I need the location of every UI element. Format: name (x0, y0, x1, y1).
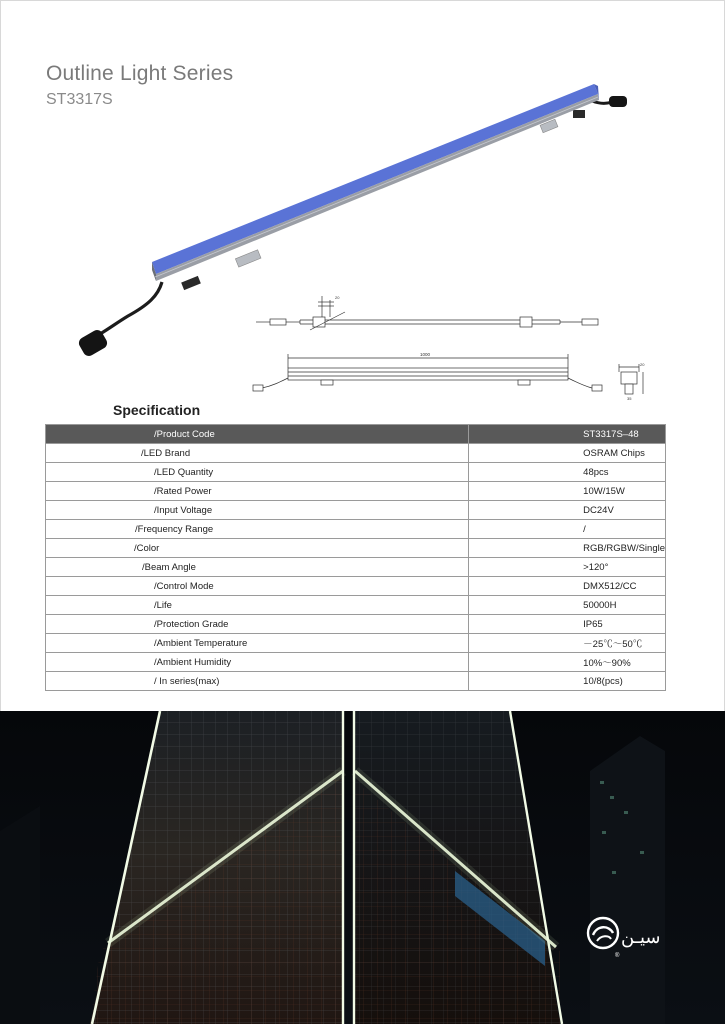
spec-value: 10%～90% (469, 653, 666, 672)
left-cable-connector (77, 282, 162, 358)
spec-value: 10/8(pcs) (469, 672, 666, 691)
spec-row (46, 672, 666, 691)
spec-value: DC24V (469, 501, 666, 520)
spec-value: >120° (469, 558, 666, 577)
spec-label: /Rated Power (46, 482, 469, 501)
svg-text:®: ® (615, 953, 620, 959)
spec-label: /Ambient Temperature (46, 634, 469, 653)
side-view-drawing (256, 296, 598, 330)
spec-row (46, 444, 666, 463)
length-dimension: 1000 (420, 352, 431, 357)
spec-table (45, 424, 666, 691)
product-illustration (0, 0, 725, 405)
page-title: Outline Light Series (46, 62, 234, 85)
spec-row (46, 501, 666, 520)
spec-row (46, 615, 666, 634)
spec-label: /Product Code (46, 425, 469, 444)
dim-small-1: 20 (335, 295, 340, 300)
spec-row (46, 539, 666, 558)
spec-header-row (46, 425, 666, 444)
spec-label: /Life (46, 596, 469, 615)
model-number: ST3317S (46, 91, 113, 108)
spec-row (46, 577, 666, 596)
spec-label: /Input Voltage (46, 501, 469, 520)
spec-label: / In series(max) (46, 672, 469, 691)
spec-value: OSRAM Chips (469, 444, 666, 463)
spec-label: /Ambient Humidity (46, 653, 469, 672)
dim-small-3: 35 (627, 396, 632, 401)
spec-value: / (469, 520, 666, 539)
spec-label: /Protection Grade (46, 615, 469, 634)
spec-value: DMX512/CC (469, 577, 666, 596)
spec-label: /Control Mode (46, 577, 469, 596)
spec-row (46, 482, 666, 501)
spec-value: 50000H (469, 596, 666, 615)
spec-value: IP65 (469, 615, 666, 634)
spec-row (46, 634, 666, 653)
spec-label: /LED Quantity (46, 463, 469, 482)
dim-small-2: 20 (640, 362, 645, 367)
spec-label: /Frequency Range (46, 520, 469, 539)
spec-row (46, 653, 666, 672)
spec-row (46, 596, 666, 615)
spec-label: /LED Brand (46, 444, 469, 463)
spec-value: ST3317S–48 (469, 425, 666, 444)
spec-heading: Specification (113, 402, 201, 418)
spec-label: /Beam Angle (46, 558, 469, 577)
spec-value: －25℃～50℃ (469, 634, 666, 653)
spec-value: 48pcs (469, 463, 666, 482)
spec-label: /Color (46, 539, 469, 558)
light-bar-render (152, 84, 599, 290)
front-view-drawing (253, 354, 643, 394)
spec-value: 10W/15W (469, 482, 666, 501)
brand-logo-text: سيـن (621, 927, 661, 947)
spec-row (46, 558, 666, 577)
spec-row (46, 520, 666, 539)
spec-value: RGB/RGBW/Single (469, 539, 666, 558)
spec-row (46, 463, 666, 482)
building-night-photo (0, 711, 725, 1024)
